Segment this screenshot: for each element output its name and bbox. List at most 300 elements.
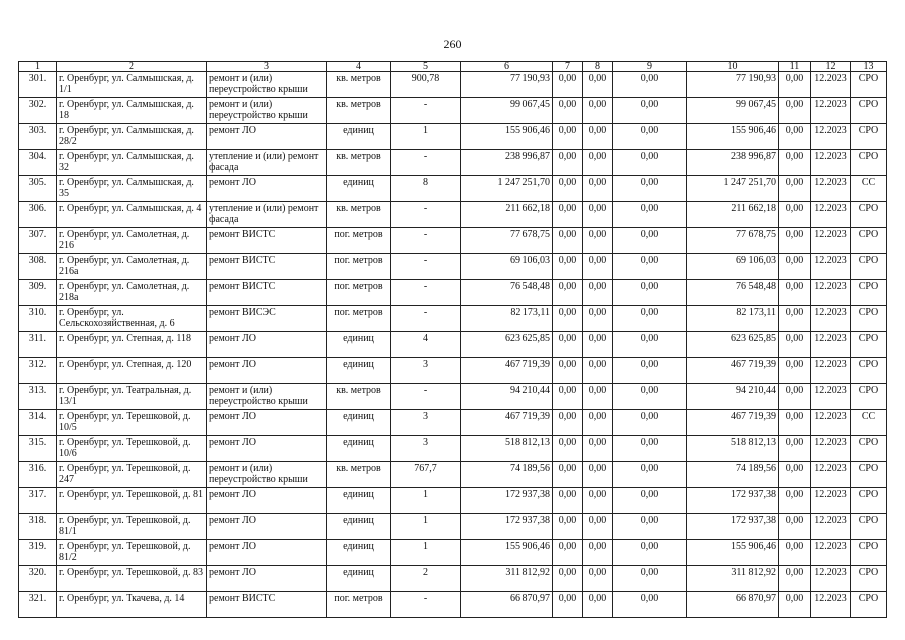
total-cost-cell: 155 906,46 <box>461 540 553 566</box>
total-cost-cell: 623 625,85 <box>461 332 553 358</box>
unit-cell: единиц <box>327 176 391 202</box>
table-row <box>19 436 887 462</box>
method-cell: СРО <box>851 228 887 254</box>
table-row <box>19 566 887 592</box>
cost-col11-cell: 0,00 <box>779 98 811 124</box>
completion-date-cell: 12.2023 <box>811 332 851 358</box>
total-cost-cell: 77 190,93 <box>461 72 553 98</box>
method-cell: СРО <box>851 306 887 332</box>
cost-col11-cell: 0,00 <box>779 72 811 98</box>
unit-cell: кв. метров <box>327 384 391 410</box>
volume-cell: - <box>391 280 461 306</box>
work-type-cell: ремонт ВИСТС <box>207 254 327 280</box>
method-cell: СРО <box>851 592 887 618</box>
cost-col9-cell: 0,00 <box>613 228 687 254</box>
table-row <box>19 176 887 202</box>
table-row <box>19 306 887 332</box>
row-number: 315. <box>19 436 57 462</box>
unit-cell: пог. метров <box>327 254 391 280</box>
cost-col9-cell: 0,00 <box>613 592 687 618</box>
volume-cell: 3 <box>391 358 461 384</box>
cost-col7-cell: 0,00 <box>553 566 583 592</box>
method-cell: СРО <box>851 280 887 306</box>
completion-date-cell: 12.2023 <box>811 254 851 280</box>
cost-col9-cell: 0,00 <box>613 410 687 436</box>
address-cell: г. Оренбург, ул. Салмышская, д. 35 <box>57 176 207 202</box>
completion-date-cell: 12.2023 <box>811 540 851 566</box>
row-number: 306. <box>19 202 57 228</box>
row-number: 313. <box>19 384 57 410</box>
cost-col8-cell: 0,00 <box>583 436 613 462</box>
work-type-cell: ремонт ЛО <box>207 514 327 540</box>
cost-col7-cell: 0,00 <box>553 514 583 540</box>
work-type-cell: ремонт ЛО <box>207 124 327 150</box>
completion-date-cell: 12.2023 <box>811 592 851 618</box>
volume-cell: 3 <box>391 436 461 462</box>
cost-col7-cell: 0,00 <box>553 384 583 410</box>
unit-cell: пог. метров <box>327 280 391 306</box>
cost-col9-cell: 0,00 <box>613 358 687 384</box>
work-type-cell: ремонт ЛО <box>207 410 327 436</box>
total-cost-cell: 66 870,97 <box>461 592 553 618</box>
address-cell: г. Оренбург, ул. Салмышская, д. 18 <box>57 98 207 124</box>
cost-col8-cell: 0,00 <box>583 332 613 358</box>
row-number: 316. <box>19 462 57 488</box>
unit-cell: кв. метров <box>327 150 391 176</box>
completion-date-cell: 12.2023 <box>811 202 851 228</box>
address-cell: г. Оренбург, ул. Сельскохозяйственная, д. 6 <box>57 306 207 332</box>
cost-col8-cell: 0,00 <box>583 150 613 176</box>
cost-col8-cell: 0,00 <box>583 72 613 98</box>
cost-col9-cell: 0,00 <box>613 332 687 358</box>
table-row <box>19 332 887 358</box>
completion-date-cell: 12.2023 <box>811 514 851 540</box>
fund-cost-cell: 238 996,87 <box>687 150 779 176</box>
cost-col7-cell: 0,00 <box>553 176 583 202</box>
method-cell: СРО <box>851 514 887 540</box>
method-cell: СС <box>851 176 887 202</box>
volume-cell: - <box>391 98 461 124</box>
method-cell: СРО <box>851 202 887 228</box>
fund-cost-cell: 172 937,38 <box>687 488 779 514</box>
method-cell: СРО <box>851 462 887 488</box>
fund-cost-cell: 467 719,39 <box>687 410 779 436</box>
cost-col11-cell: 0,00 <box>779 592 811 618</box>
total-cost-cell: 99 067,45 <box>461 98 553 124</box>
table-row <box>19 280 887 306</box>
cost-col11-cell: 0,00 <box>779 384 811 410</box>
total-cost-cell: 172 937,38 <box>461 514 553 540</box>
cost-col8-cell: 0,00 <box>583 124 613 150</box>
fund-cost-cell: 155 906,46 <box>687 540 779 566</box>
column-header: 1 <box>19 62 57 72</box>
address-cell: г. Оренбург, ул. Терешковой, д. 247 <box>57 462 207 488</box>
work-type-cell: ремонт ЛО <box>207 540 327 566</box>
work-type-cell: ремонт ЛО <box>207 176 327 202</box>
column-header: 2 <box>57 62 207 72</box>
cost-col7-cell: 0,00 <box>553 98 583 124</box>
total-cost-cell: 172 937,38 <box>461 488 553 514</box>
cost-col9-cell: 0,00 <box>613 488 687 514</box>
address-cell: г. Оренбург, ул. Терешковой, д. 83 <box>57 566 207 592</box>
total-cost-cell: 311 812,92 <box>461 566 553 592</box>
cost-col9-cell: 0,00 <box>613 436 687 462</box>
row-number: 303. <box>19 124 57 150</box>
method-cell: СРО <box>851 358 887 384</box>
cost-col7-cell: 0,00 <box>553 150 583 176</box>
cost-col9-cell: 0,00 <box>613 280 687 306</box>
completion-date-cell: 12.2023 <box>811 72 851 98</box>
work-type-cell: ремонт ВИСЭС <box>207 306 327 332</box>
total-cost-cell: 1 247 251,70 <box>461 176 553 202</box>
cost-col9-cell: 0,00 <box>613 254 687 280</box>
cost-col9-cell: 0,00 <box>613 566 687 592</box>
unit-cell: единиц <box>327 332 391 358</box>
cost-col9-cell: 0,00 <box>613 72 687 98</box>
cost-col8-cell: 0,00 <box>583 176 613 202</box>
volume-cell: 767,7 <box>391 462 461 488</box>
column-header: 4 <box>327 62 391 72</box>
cost-col11-cell: 0,00 <box>779 254 811 280</box>
table-row <box>19 384 887 410</box>
work-type-cell: утепление и (или) ремонт фасада <box>207 202 327 228</box>
table-row <box>19 410 887 436</box>
volume-cell: - <box>391 150 461 176</box>
completion-date-cell: 12.2023 <box>811 436 851 462</box>
address-cell: г. Оренбург, ул. Терешковой, д. 81/2 <box>57 540 207 566</box>
unit-cell: кв. метров <box>327 72 391 98</box>
row-number: 317. <box>19 488 57 514</box>
work-type-cell: ремонт ВИСТС <box>207 228 327 254</box>
cost-col7-cell: 0,00 <box>553 254 583 280</box>
row-number: 308. <box>19 254 57 280</box>
address-cell: г. Оренбург, ул. Самолетная, д. 216а <box>57 254 207 280</box>
method-cell: СРО <box>851 98 887 124</box>
cost-col8-cell: 0,00 <box>583 384 613 410</box>
cost-col9-cell: 0,00 <box>613 540 687 566</box>
completion-date-cell: 12.2023 <box>811 384 851 410</box>
column-header: 10 <box>687 62 779 72</box>
total-cost-cell: 76 548,48 <box>461 280 553 306</box>
cost-col7-cell: 0,00 <box>553 436 583 462</box>
method-cell: СРО <box>851 436 887 462</box>
fund-cost-cell: 467 719,39 <box>687 358 779 384</box>
fund-cost-cell: 518 812,13 <box>687 436 779 462</box>
column-header: 9 <box>613 62 687 72</box>
address-cell: г. Оренбург, ул. Самолетная, д. 218а <box>57 280 207 306</box>
total-cost-cell: 94 210,44 <box>461 384 553 410</box>
cost-col11-cell: 0,00 <box>779 202 811 228</box>
volume-cell: - <box>391 254 461 280</box>
cost-col8-cell: 0,00 <box>583 488 613 514</box>
address-cell: г. Оренбург, ул. Степная, д. 120 <box>57 358 207 384</box>
completion-date-cell: 12.2023 <box>811 124 851 150</box>
total-cost-cell: 74 189,56 <box>461 462 553 488</box>
method-cell: СРО <box>851 124 887 150</box>
completion-date-cell: 12.2023 <box>811 98 851 124</box>
column-header: 7 <box>553 62 583 72</box>
cost-col8-cell: 0,00 <box>583 202 613 228</box>
cost-col7-cell: 0,00 <box>553 228 583 254</box>
cost-col7-cell: 0,00 <box>553 592 583 618</box>
cost-col8-cell: 0,00 <box>583 98 613 124</box>
row-number: 318. <box>19 514 57 540</box>
page-number: 260 <box>443 37 462 51</box>
repair-schedule-table <box>18 61 887 618</box>
fund-cost-cell: 69 106,03 <box>687 254 779 280</box>
volume-cell: 3 <box>391 410 461 436</box>
work-type-cell: ремонт ЛО <box>207 488 327 514</box>
address-cell: г. Оренбург, ул. Терешковой, д. 81/1 <box>57 514 207 540</box>
cost-col11-cell: 0,00 <box>779 540 811 566</box>
table-row <box>19 462 887 488</box>
method-cell: СРО <box>851 566 887 592</box>
cost-col8-cell: 0,00 <box>583 410 613 436</box>
row-number: 319. <box>19 540 57 566</box>
address-cell: г. Оренбург, ул. Салмышская, д. 28/2 <box>57 124 207 150</box>
fund-cost-cell: 66 870,97 <box>687 592 779 618</box>
column-header: 6 <box>461 62 553 72</box>
volume-cell: 8 <box>391 176 461 202</box>
cost-col7-cell: 0,00 <box>553 488 583 514</box>
table-row <box>19 514 887 540</box>
cost-col9-cell: 0,00 <box>613 176 687 202</box>
cost-col11-cell: 0,00 <box>779 514 811 540</box>
cost-col11-cell: 0,00 <box>779 306 811 332</box>
completion-date-cell: 12.2023 <box>811 358 851 384</box>
address-cell: г. Оренбург, ул. Ткачева, д. 14 <box>57 592 207 618</box>
cost-col9-cell: 0,00 <box>613 202 687 228</box>
work-type-cell: ремонт и (или) переустройство крыши <box>207 462 327 488</box>
work-type-cell: ремонт ЛО <box>207 436 327 462</box>
cost-col9-cell: 0,00 <box>613 150 687 176</box>
method-cell: СРО <box>851 254 887 280</box>
total-cost-cell: 467 719,39 <box>461 358 553 384</box>
cost-col9-cell: 0,00 <box>613 462 687 488</box>
unit-cell: единиц <box>327 540 391 566</box>
method-cell: СС <box>851 410 887 436</box>
table-row <box>19 228 887 254</box>
cost-col7-cell: 0,00 <box>553 306 583 332</box>
completion-date-cell: 12.2023 <box>811 306 851 332</box>
cost-col11-cell: 0,00 <box>779 488 811 514</box>
row-number: 305. <box>19 176 57 202</box>
table-row <box>19 358 887 384</box>
column-header: 13 <box>851 62 887 72</box>
work-type-cell: ремонт ЛО <box>207 566 327 592</box>
volume-cell: 2 <box>391 566 461 592</box>
address-cell: г. Оренбург, ул. Салмышская, д. 32 <box>57 150 207 176</box>
row-number: 301. <box>19 72 57 98</box>
cost-col8-cell: 0,00 <box>583 306 613 332</box>
work-type-cell: ремонт и (или) переустройство крыши <box>207 98 327 124</box>
cost-col11-cell: 0,00 <box>779 176 811 202</box>
work-type-cell: ремонт и (или) переустройство крыши <box>207 384 327 410</box>
work-type-cell: ремонт ЛО <box>207 358 327 384</box>
cost-col8-cell: 0,00 <box>583 358 613 384</box>
volume-cell: 1 <box>391 540 461 566</box>
completion-date-cell: 12.2023 <box>811 176 851 202</box>
row-number: 309. <box>19 280 57 306</box>
unit-cell: кв. метров <box>327 98 391 124</box>
fund-cost-cell: 623 625,85 <box>687 332 779 358</box>
column-number-row <box>19 62 887 72</box>
method-cell: СРО <box>851 540 887 566</box>
cost-col8-cell: 0,00 <box>583 228 613 254</box>
volume-cell: 900,78 <box>391 72 461 98</box>
fund-cost-cell: 155 906,46 <box>687 124 779 150</box>
work-type-cell: ремонт ЛО <box>207 332 327 358</box>
table-row <box>19 254 887 280</box>
volume-cell: - <box>391 228 461 254</box>
cost-col11-cell: 0,00 <box>779 150 811 176</box>
method-cell: СРО <box>851 488 887 514</box>
cost-col8-cell: 0,00 <box>583 592 613 618</box>
unit-cell: единиц <box>327 436 391 462</box>
cost-col8-cell: 0,00 <box>583 280 613 306</box>
row-number: 320. <box>19 566 57 592</box>
cost-col7-cell: 0,00 <box>553 72 583 98</box>
completion-date-cell: 12.2023 <box>811 150 851 176</box>
cost-col8-cell: 0,00 <box>583 540 613 566</box>
fund-cost-cell: 172 937,38 <box>687 514 779 540</box>
table-row <box>19 124 887 150</box>
completion-date-cell: 12.2023 <box>811 228 851 254</box>
fund-cost-cell: 211 662,18 <box>687 202 779 228</box>
work-type-cell: ремонт ВИСТС <box>207 280 327 306</box>
method-cell: СРО <box>851 150 887 176</box>
fund-cost-cell: 82 173,11 <box>687 306 779 332</box>
completion-date-cell: 12.2023 <box>811 280 851 306</box>
address-cell: г. Оренбург, ул. Терешковой, д. 10/5 <box>57 410 207 436</box>
unit-cell: единиц <box>327 358 391 384</box>
cost-col11-cell: 0,00 <box>779 462 811 488</box>
volume-cell: - <box>391 202 461 228</box>
method-cell: СРО <box>851 384 887 410</box>
cost-col9-cell: 0,00 <box>613 384 687 410</box>
cost-col7-cell: 0,00 <box>553 358 583 384</box>
table-row <box>19 150 887 176</box>
column-header: 3 <box>207 62 327 72</box>
cost-col7-cell: 0,00 <box>553 124 583 150</box>
cost-col9-cell: 0,00 <box>613 514 687 540</box>
volume-cell: 1 <box>391 124 461 150</box>
cost-col7-cell: 0,00 <box>553 540 583 566</box>
total-cost-cell: 518 812,13 <box>461 436 553 462</box>
unit-cell: единиц <box>327 566 391 592</box>
completion-date-cell: 12.2023 <box>811 410 851 436</box>
cost-col9-cell: 0,00 <box>613 124 687 150</box>
total-cost-cell: 238 996,87 <box>461 150 553 176</box>
table-row <box>19 202 887 228</box>
cost-col9-cell: 0,00 <box>613 98 687 124</box>
cost-col11-cell: 0,00 <box>779 436 811 462</box>
total-cost-cell: 69 106,03 <box>461 254 553 280</box>
cost-col8-cell: 0,00 <box>583 462 613 488</box>
row-number: 302. <box>19 98 57 124</box>
table-row <box>19 488 887 514</box>
unit-cell: единиц <box>327 124 391 150</box>
unit-cell: пог. метров <box>327 306 391 332</box>
fund-cost-cell: 74 189,56 <box>687 462 779 488</box>
cost-col7-cell: 0,00 <box>553 410 583 436</box>
completion-date-cell: 12.2023 <box>811 566 851 592</box>
volume-cell: - <box>391 592 461 618</box>
work-type-cell: утепление и (или) ремонт фасада <box>207 150 327 176</box>
fund-cost-cell: 99 067,45 <box>687 98 779 124</box>
total-cost-cell: 467 719,39 <box>461 410 553 436</box>
table-row <box>19 592 887 618</box>
row-number: 321. <box>19 592 57 618</box>
row-number: 307. <box>19 228 57 254</box>
work-type-cell: ремонт и (или) переустройство крыши <box>207 72 327 98</box>
table-row <box>19 540 887 566</box>
unit-cell: кв. метров <box>327 202 391 228</box>
cost-col7-cell: 0,00 <box>553 332 583 358</box>
cost-col8-cell: 0,00 <box>583 566 613 592</box>
volume-cell: 1 <box>391 488 461 514</box>
unit-cell: пог. метров <box>327 228 391 254</box>
table-row <box>19 72 887 98</box>
total-cost-cell: 77 678,75 <box>461 228 553 254</box>
fund-cost-cell: 311 812,92 <box>687 566 779 592</box>
address-cell: г. Оренбург, ул. Салмышская, д. 1/1 <box>57 72 207 98</box>
cost-col7-cell: 0,00 <box>553 280 583 306</box>
completion-date-cell: 12.2023 <box>811 462 851 488</box>
method-cell: СРО <box>851 72 887 98</box>
column-header: 11 <box>779 62 811 72</box>
cost-col11-cell: 0,00 <box>779 566 811 592</box>
unit-cell: пог. метров <box>327 592 391 618</box>
column-header: 5 <box>391 62 461 72</box>
volume-cell: 1 <box>391 514 461 540</box>
total-cost-cell: 211 662,18 <box>461 202 553 228</box>
fund-cost-cell: 77 678,75 <box>687 228 779 254</box>
completion-date-cell: 12.2023 <box>811 488 851 514</box>
volume-cell: - <box>391 306 461 332</box>
cost-col11-cell: 0,00 <box>779 124 811 150</box>
unit-cell: единиц <box>327 410 391 436</box>
total-cost-cell: 155 906,46 <box>461 124 553 150</box>
unit-cell: единиц <box>327 488 391 514</box>
address-cell: г. Оренбург, ул. Салмышская, д. 4 <box>57 202 207 228</box>
volume-cell: 4 <box>391 332 461 358</box>
cost-col8-cell: 0,00 <box>583 514 613 540</box>
method-cell: СРО <box>851 332 887 358</box>
row-number: 312. <box>19 358 57 384</box>
fund-cost-cell: 94 210,44 <box>687 384 779 410</box>
cost-col11-cell: 0,00 <box>779 332 811 358</box>
table-row <box>19 98 887 124</box>
address-cell: г. Оренбург, ул. Степная, д. 118 <box>57 332 207 358</box>
cost-col11-cell: 0,00 <box>779 358 811 384</box>
cost-col11-cell: 0,00 <box>779 410 811 436</box>
row-number: 311. <box>19 332 57 358</box>
fund-cost-cell: 1 247 251,70 <box>687 176 779 202</box>
fund-cost-cell: 77 190,93 <box>687 72 779 98</box>
unit-cell: единиц <box>327 514 391 540</box>
table-body <box>19 72 887 618</box>
address-cell: г. Оренбург, ул. Терешковой, д. 81 <box>57 488 207 514</box>
total-cost-cell: 82 173,11 <box>461 306 553 332</box>
address-cell: г. Оренбург, ул. Театральная, д. 13/1 <box>57 384 207 410</box>
column-header: 12 <box>811 62 851 72</box>
cost-col11-cell: 0,00 <box>779 280 811 306</box>
work-type-cell: ремонт ВИСТС <box>207 592 327 618</box>
row-number: 310. <box>19 306 57 332</box>
cost-col11-cell: 0,00 <box>779 228 811 254</box>
address-cell: г. Оренбург, ул. Самолетная, д. 216 <box>57 228 207 254</box>
